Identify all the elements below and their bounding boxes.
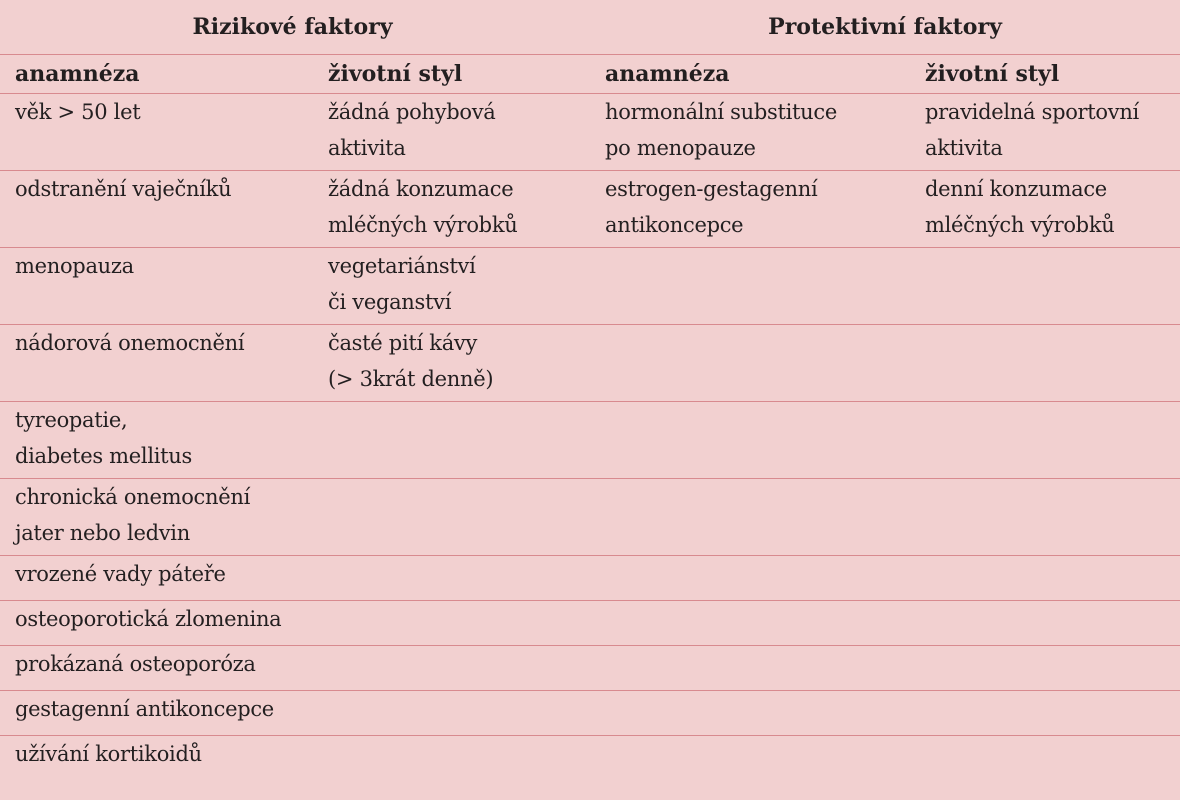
risk-lifestyle-cell [313,736,590,781]
cell-text-line: odstranění vaječníků [15,177,232,201]
risk-lifestyle-cell [313,646,590,691]
protective-history-cell [590,402,910,479]
risk-history-cell [0,248,313,325]
protective-lifestyle-cell [910,248,1180,325]
risk-history-cell [0,402,313,479]
cell-text-line: po menopauze [605,136,756,160]
protective-lifestyle-cell [910,736,1180,781]
cell-text-line: osteoporotická zlomenina [15,607,282,631]
column-header-protective-lifestyle: životní styl [910,55,1180,94]
cell-text-line: denní konzumace [925,177,1107,201]
column-header-row [0,55,1180,94]
table-row [0,325,1180,402]
risk-lifestyle-cell [313,691,590,736]
risk-lifestyle-cell [313,556,590,601]
table-row [0,479,1180,556]
cell-text-line: žádná konzumace [328,177,514,201]
column-header-risk-lifestyle: životní styl [313,55,590,94]
protective-history-cell [590,601,910,646]
cell-text-line: hormonální substituce [605,100,837,124]
cell-text-line: estrogen-gestagenní [605,177,818,201]
protective-lifestyle-cell [910,601,1180,646]
cell-text-line: věk > 50 let [15,100,141,124]
protective-lifestyle-cell [910,171,1180,248]
protective-history-cell [590,248,910,325]
table-row [0,691,1180,736]
risk-factors-header: Rizikové faktory [192,14,393,40]
protective-lifestyle-cell [910,94,1180,171]
risk-lifestyle-cell [313,248,590,325]
cell-text-line: časté pití kávy [328,331,478,355]
risk-history-cell [0,691,313,736]
risk-history-cell [0,646,313,691]
cell-text-line: nádorová onemocnění [15,331,245,355]
protective-lifestyle-cell [910,691,1180,736]
protective-history-cell [590,171,910,248]
table-row [0,94,1180,171]
protective-history-cell [590,325,910,402]
protective-history-cell [590,691,910,736]
cell-text-line: mléčných výrobků [328,213,518,237]
cell-text-line: diabetes mellitus [15,444,192,468]
table-body [0,94,1180,781]
cell-text-line: menopauza [15,254,134,278]
risk-history-cell [0,556,313,601]
cell-text-line: tyreopatie, [15,408,128,432]
column-header-protective-history: anamnéza [590,55,910,94]
protective-lifestyle-cell [910,325,1180,402]
column-header-risk-history: anamnéza [0,55,313,94]
risk-lifestyle-cell [313,94,590,171]
cell-text-line: aktivita [925,136,1003,160]
protective-history-cell [590,736,910,781]
protective-lifestyle-cell [910,479,1180,556]
cell-text-line: či veganství [328,290,452,314]
cell-text-line: aktivita [328,136,406,160]
table-row [0,556,1180,601]
cell-text-line: užívání kortikoidů [15,742,202,766]
protective-history-cell [590,556,910,601]
risk-history-cell [0,601,313,646]
table-row [0,171,1180,248]
table-row [0,402,1180,479]
cell-text-line: jater nebo ledvin [15,521,190,545]
cell-text-line: prokázaná osteoporóza [15,652,256,676]
risk-history-cell [0,479,313,556]
table-row [0,248,1180,325]
table-row [0,601,1180,646]
risk-lifestyle-cell [313,402,590,479]
protective-lifestyle-cell [910,646,1180,691]
protective-factors-header: Protektivní faktory [768,14,1002,40]
cell-text-line: mléčných výrobků [925,213,1115,237]
risk-history-cell [0,325,313,402]
cell-text-line: chronická onemocnění [15,485,250,509]
cell-text-line: gestagenní antikoncepce [15,697,274,721]
cell-text-line: (> 3krát denně) [328,367,494,391]
protective-lifestyle-cell [910,402,1180,479]
protective-history-cell [590,646,910,691]
cell-text-line: antikoncepce [605,213,744,237]
cell-text-line: žádná pohybová [328,100,496,124]
cell-text-line: vrozené vady páteře [15,562,226,586]
risk-lifestyle-cell [313,601,590,646]
risk-lifestyle-cell [313,325,590,402]
risk-lifestyle-cell [313,479,590,556]
table-row [0,646,1180,691]
protective-history-cell [590,479,910,556]
risk-history-cell [0,736,313,781]
protective-lifestyle-cell [910,556,1180,601]
risk-history-cell [0,171,313,248]
risk-history-cell [0,94,313,171]
cell-text-line: vegetariánství [328,254,476,278]
risk-lifestyle-cell [313,171,590,248]
cell-text-line: pravidelná sportovní [925,100,1139,124]
protective-history-cell [590,94,910,171]
table-row [0,736,1180,781]
group-header-row [0,0,1180,55]
